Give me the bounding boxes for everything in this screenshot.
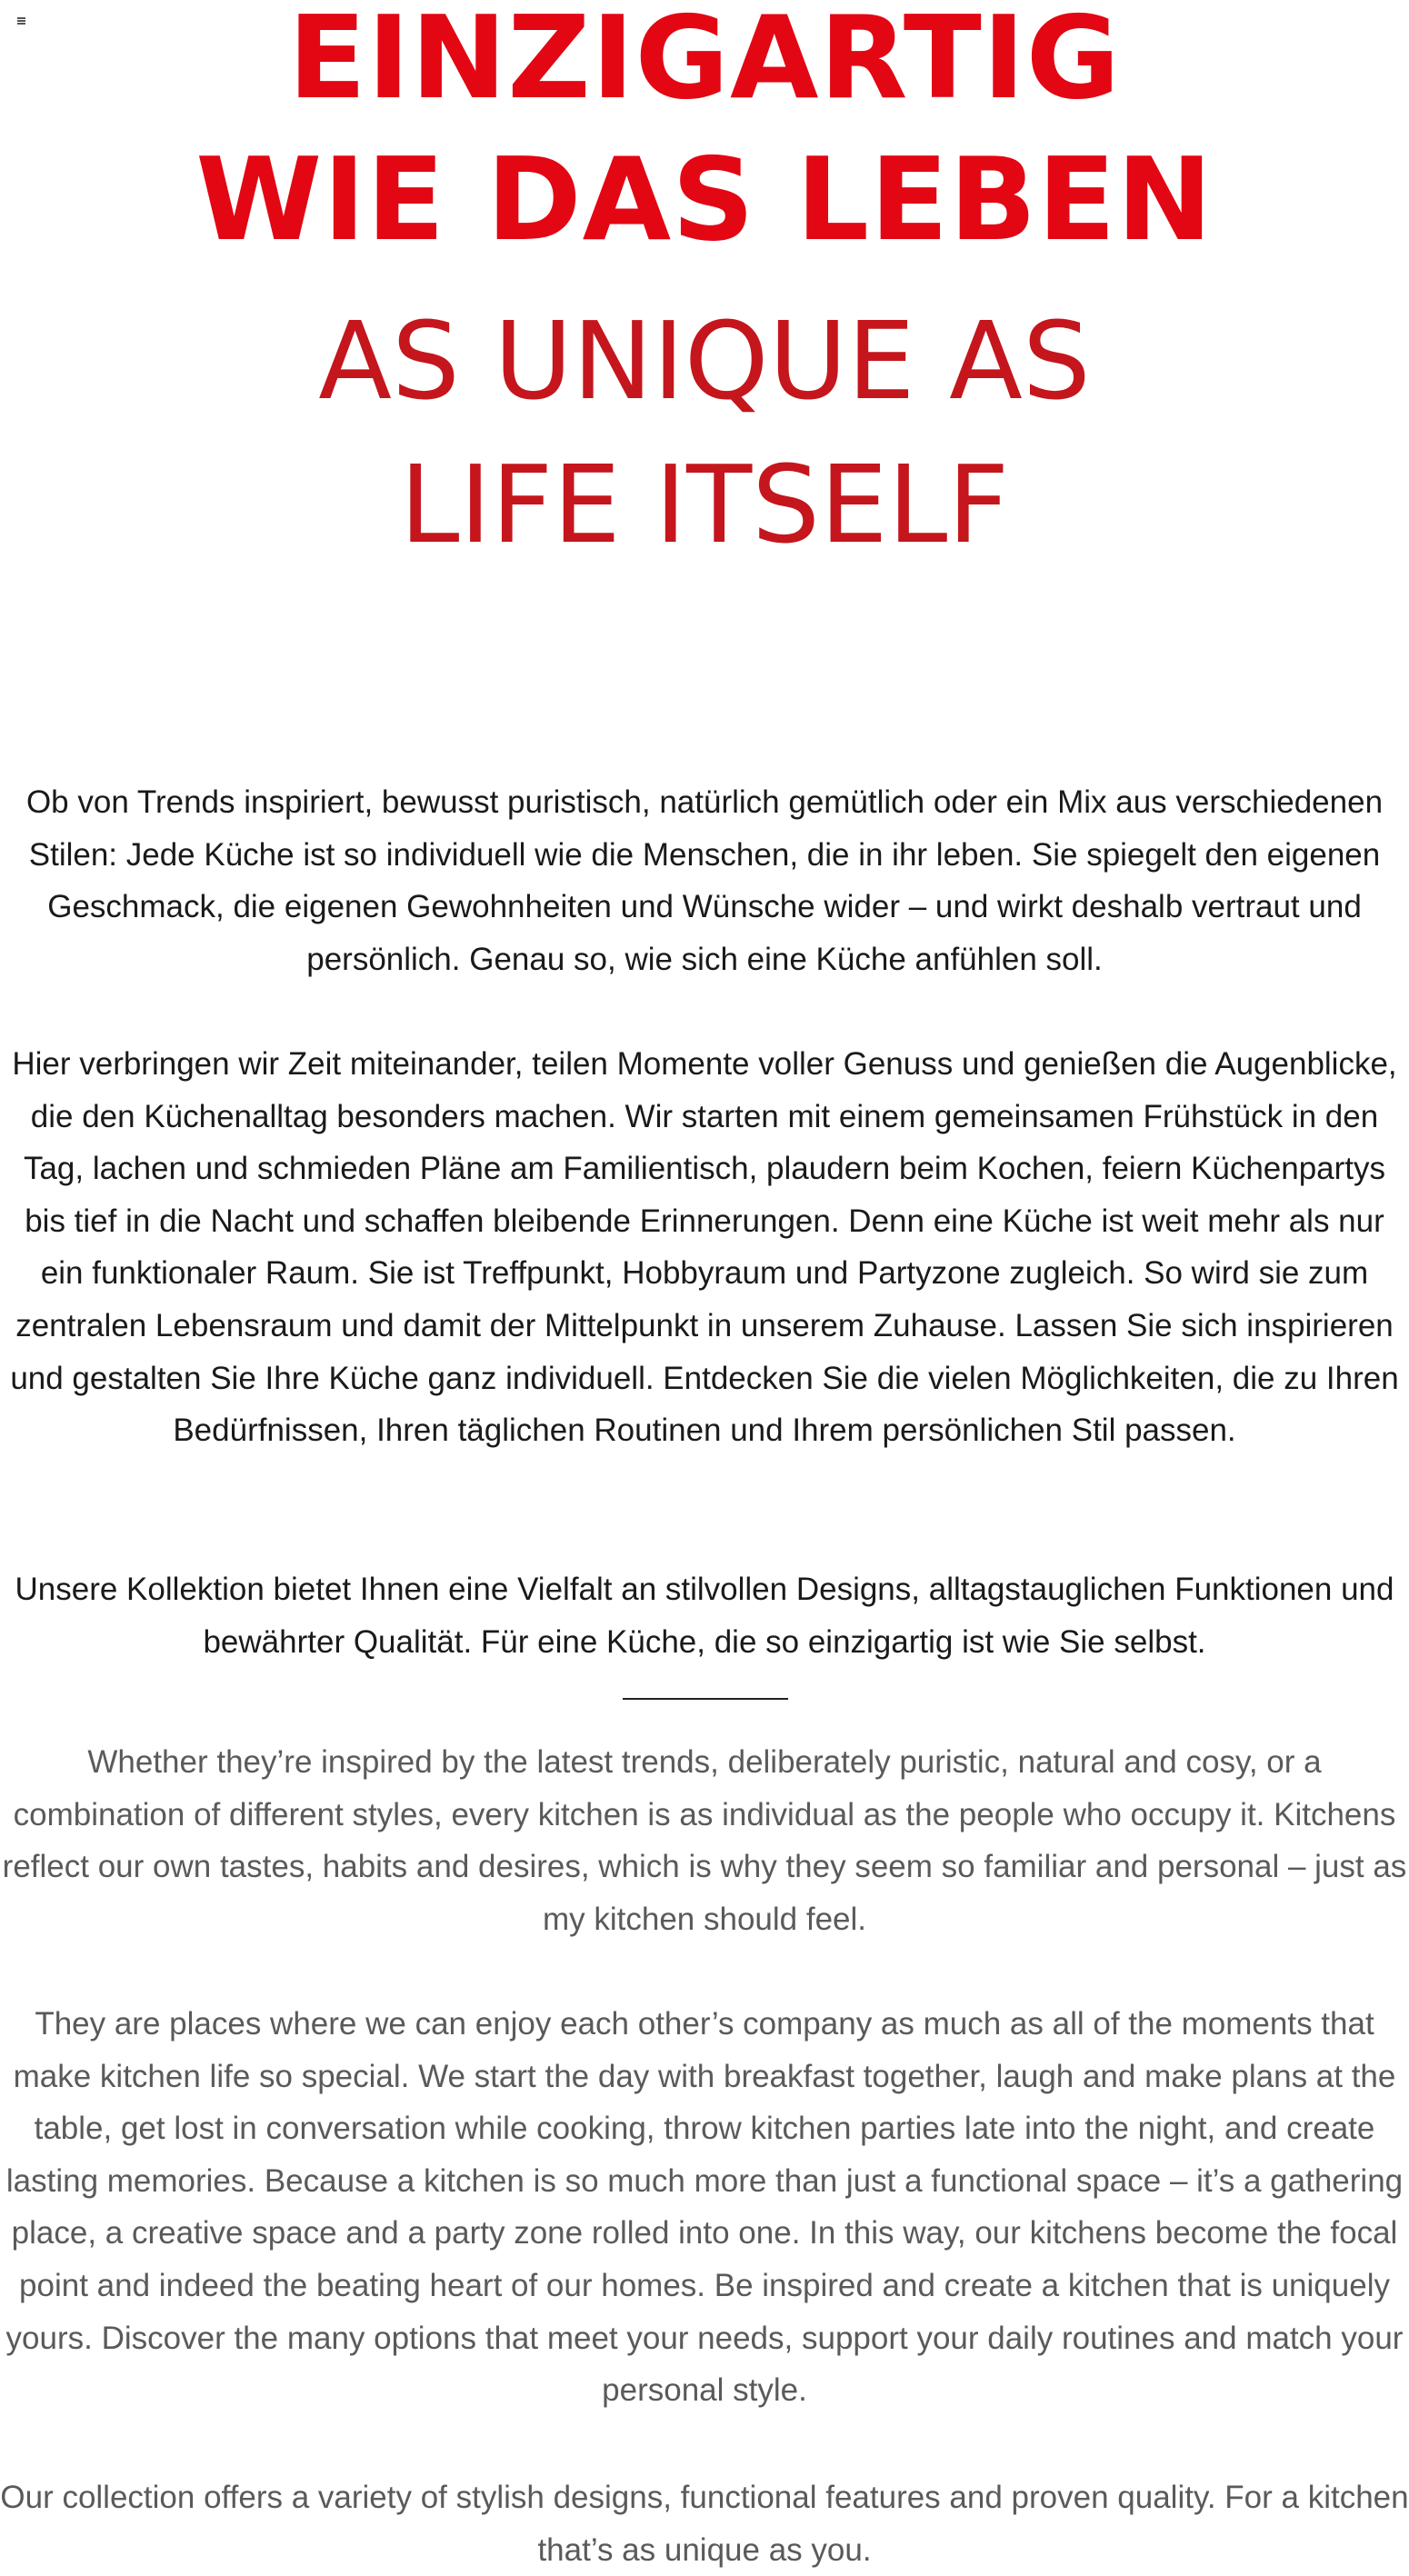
title-english-line1: AS UNIQUE AS xyxy=(318,298,1091,424)
german-paragraph-3: Unsere Kollektion bietet Ihnen eine Vielfalt an stilvollen Designs, alltagstauglichen Funktionen und bewährter Qualität. Für eine Küche, die so einzigartig ist wie Sie selbst. xyxy=(15,1572,1394,1660)
english-paragraph-3: Our collection offers a variety of stylish designs, functional features and proven quality. For a kitchen that’s as unique as you. xyxy=(0,2480,1409,2568)
german-paragraph-1: Ob von Trends inspiriert, bewusst puristisch, natürlich gemütlich oder ein Mix aus verschiedenen Stilen: Jede Küche ist so individuell wie die Menschen, die in ihr leben. Sie spiegelt den eigenen Geschmack, die eigenen Gewohnheiten und Wünsche wider – und wirkt deshalb vertraut und persönlich. Genau so, wie sich eine Küche anfühlen soll. xyxy=(25,784,1384,977)
title-german-line1: EINZIGARTIG xyxy=(287,0,1122,125)
german-paragraph-2: Hier verbringen wir Zeit miteinander, teilen Momente voller Genuss und genießen die Augenblicke, die den Küchenalltag besonders machen. Wir starten mit einem gemeinsamen Frühstück in den Tag, lachen und schmieden Pläne am Familientisch, plaudern beim Kochen, feiern Küchenpartys bis tief in die Nacht und schaffen bleibende Erinnerungen. Denn eine Küche ist weit mehr als nur ein funktionaler Raum. Sie ist Treffpunkt, Hobbyraum und Partyzone zugleich. So wird sie zum zentralen Lebensraum und damit der Mittelpunkt in unserem Zuhause. Lassen Sie sich inspirieren und gestalten Sie Ihre Küche ganz individuell. Entdecken Sie die vielen Möglichkeiten, die zu Ihren Bedürfnissen, Ihren täglichen Routinen und Ihrem persönlichen Stil passen. xyxy=(10,1046,1399,1449)
section-divider xyxy=(623,1698,788,1700)
title-english xyxy=(0,289,1409,576)
english-paragraph-2: They are places where we can enjoy each other’s company as much as all of the moments that make kitchen life so special. We start the day with breakfast together, laugh and make plans at the table, get lost in conversation while cooking, throw kitchen parties late into the night, and create lasting memories. Because a kitchen is so much more than just a functional space – it’s a gathering place, a creative space and a party zone rolled into one. In this way, our kitchens become the focal point and indeed the beating heart of our homes. Be inspired and create a kitchen that is uniquely yours. Discover the many options that meet your needs, support your daily routines and match your personal style. xyxy=(5,2006,1404,2409)
title-german-line2: WIE DAS LEBEN xyxy=(195,133,1214,266)
title-german xyxy=(0,0,1409,271)
title-english-line2: LIFE ITSELF xyxy=(399,442,1010,567)
english-paragraph-1: Whether they’re inspired by the latest trends, deliberately puristic, natural and cosy, or a combination of different styles, every kitchen is as individual as the people who occupy it. Kitchens reflect our own tastes, habits and desires, which is why they seem so familiar and personal – just as my kitchen should feel. xyxy=(2,1744,1407,1937)
